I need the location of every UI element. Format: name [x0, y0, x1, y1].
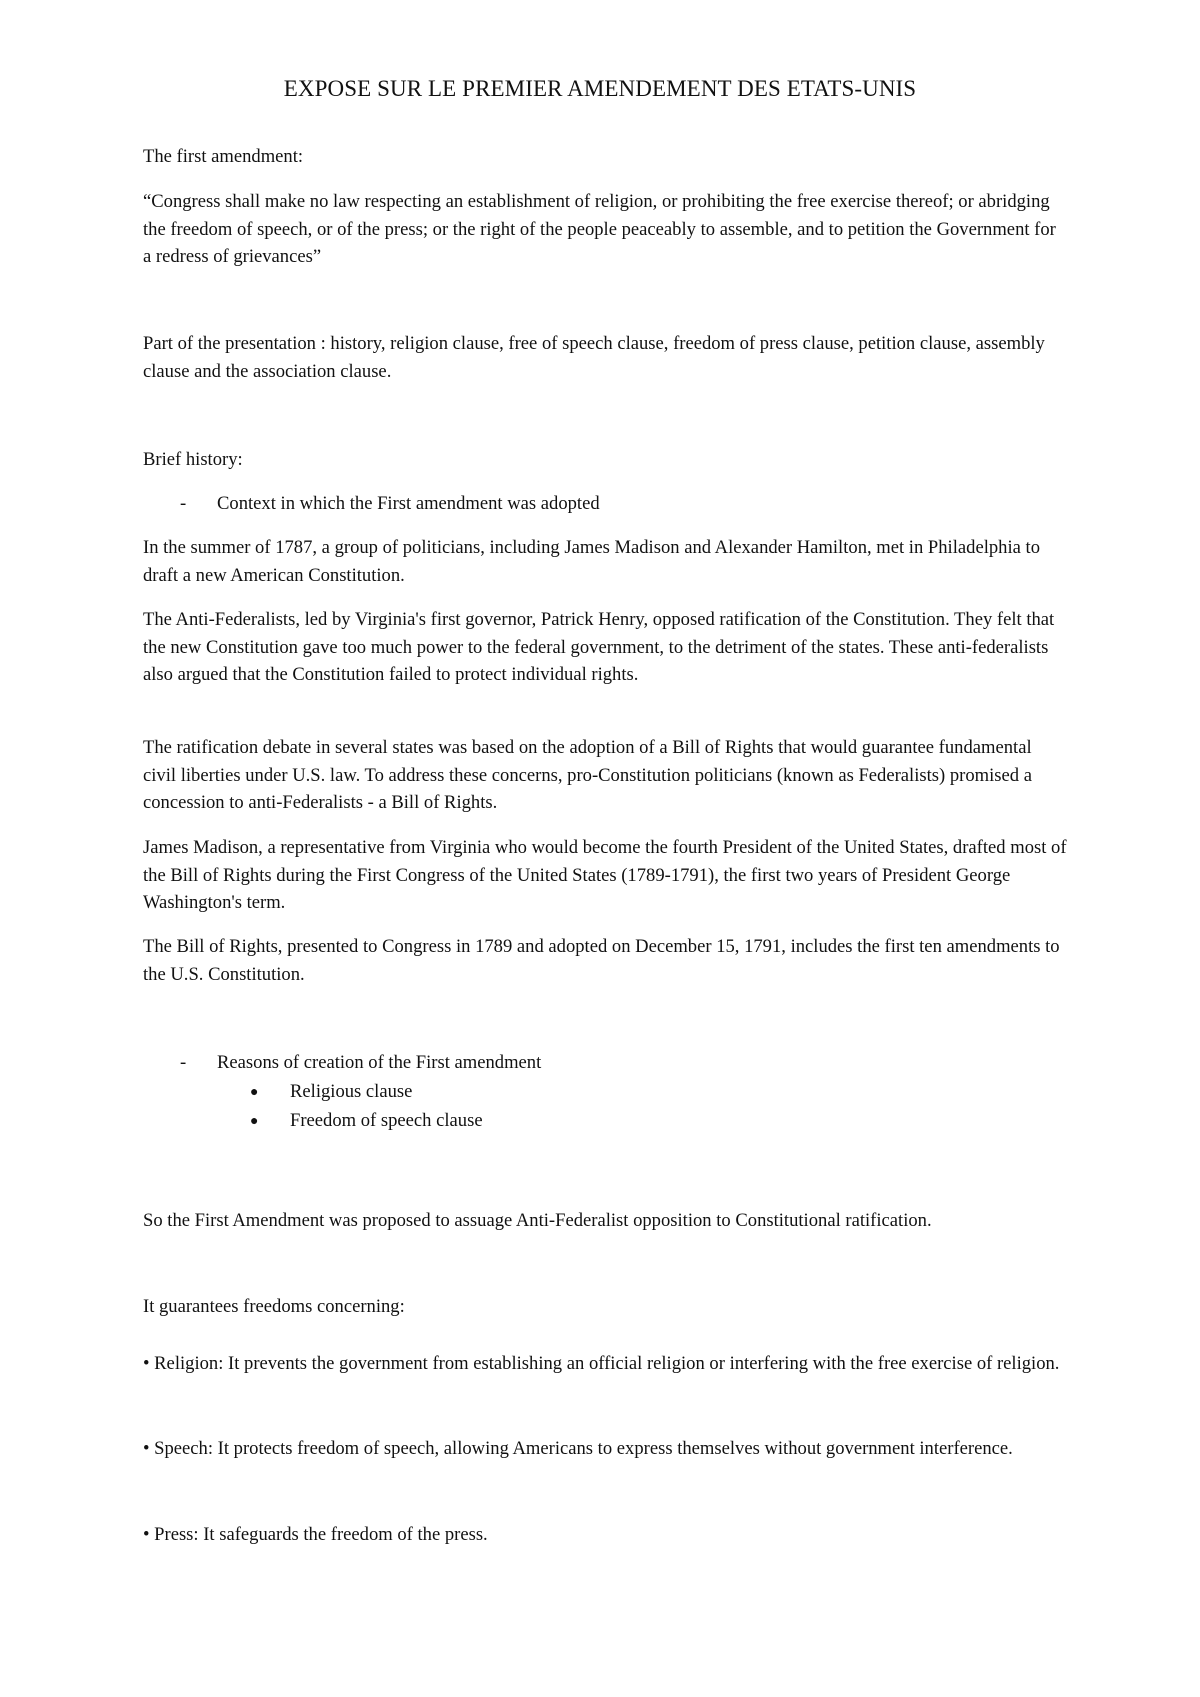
reasons-sub-item	[250, 1107, 483, 1136]
reasons-sub-item-label: Freedom of speech clause	[290, 1110, 483, 1131]
context-list-item-label: Context in which the First amendment was adopted	[217, 493, 600, 514]
bullet-marker: ●	[250, 1085, 259, 1100]
history-paragraph: The Bill of Rights, presented to Congress in 1789 and adopted on December 15, 1791, includes the first ten amendments to the U.S. Constitution.	[143, 936, 1060, 985]
dash-marker: -	[180, 493, 187, 514]
reasons-sub-item-label: Religious clause	[290, 1081, 413, 1102]
presentation-parts: Part of the presentation : history, religion clause, free of speech clause, freedom of press clause, petition clause, assembly clause and the association clause.	[143, 333, 1045, 382]
reasons-list-item	[180, 1049, 541, 1077]
dash-marker: -	[180, 1052, 187, 1073]
reasons-sub-item	[250, 1078, 412, 1107]
intro-label: The first amendment:	[143, 146, 304, 167]
history-heading: Brief history:	[143, 449, 243, 470]
history-paragraph: The ratification debate in several states was based on the adoption of a Bill of Rights that would guarantee fundamental civil liberties under U.S. law. To address these concerns, pro-Constitution politicians (known as Federalists) promised a concession to anti-Federalists - a Bill of Rights.	[143, 737, 1032, 813]
history-paragraph: The Anti-Federalists, led by Virginia's first governor, Patrick Henry, opposed ratification of the Constitution. They felt that the new Constitution gave too much power to the federal government, to the detriment of the states. These anti-federalists also argued that the Constitution failed to protect individual rights.	[143, 609, 1055, 685]
history-paragraph: James Madison, a representative from Virginia who would become the fourth President of the United States, drafted most of the Bill of Rights during the First Congress of the United States (1789-1791), the first two years of President George Washington's term.	[143, 837, 1067, 913]
freedom-item-press: • Press: It safeguards the freedom of the press.	[143, 1524, 488, 1545]
freedom-item-speech: • Speech: It protects freedom of speech, allowing Americans to express themselves without government interference.	[143, 1438, 1013, 1459]
conclusion-paragraph: So the First Amendment was proposed to assuage Anti-Federalist opposition to Constitutional ratification.	[143, 1210, 932, 1231]
document-title: EXPOSE SUR LE PREMIER AMENDEMENT DES ETATS-UNIS	[283, 76, 917, 101]
guarantees-label: It guarantees freedoms concerning:	[143, 1296, 405, 1317]
context-list-item	[180, 490, 600, 518]
reasons-list-item-label: Reasons of creation of the First amendment	[217, 1052, 542, 1073]
freedom-item-religion: • Religion: It prevents the government from establishing an official religion or interfering with the free exercise of religion.	[143, 1353, 1060, 1374]
history-paragraph: In the summer of 1787, a group of politicians, including James Madison and Alexander Hamilton, met in Philadelphia to draft a new American Constitution.	[143, 537, 1040, 586]
amendment-quote: “Congress shall make no law respecting an establishment of religion, or prohibiting the free exercise thereof; or abridging the freedom of speech, or of the press; or the right of the people peaceably to assemble, and to petition the Government for a redress of grievances”	[143, 191, 1056, 267]
bullet-marker: ●	[250, 1114, 259, 1129]
